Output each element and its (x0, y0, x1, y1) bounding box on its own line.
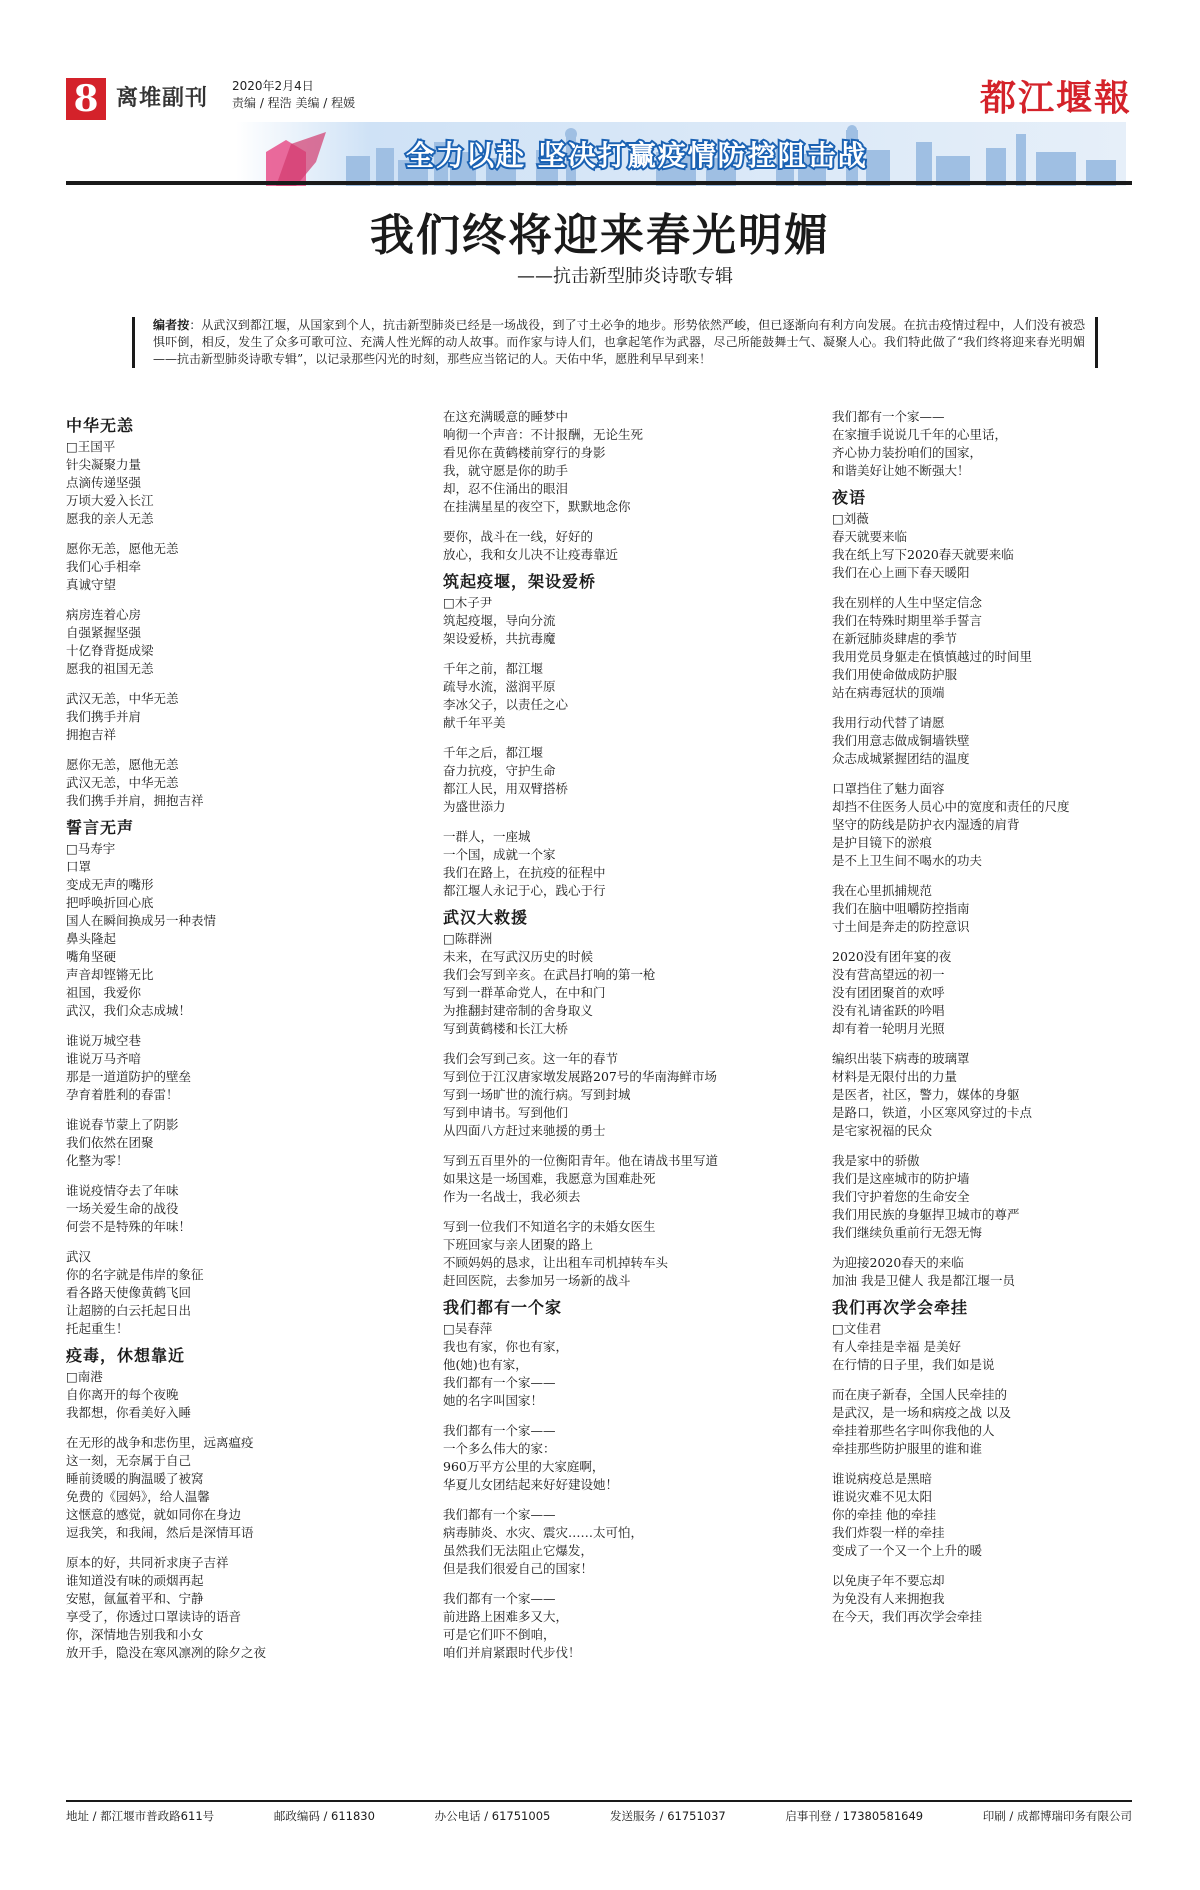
poem-stanza (443, 528, 783, 564)
poem-line: 加油 我是卫健人 我是都江堰一员 (832, 1273, 1015, 1288)
poem-line: 在行情的日子里，我们如是说 (832, 1357, 995, 1372)
issue-meta (232, 78, 355, 112)
poem-line: 谁知道没有味的顽烟再起 (66, 1573, 204, 1588)
poem-stanza (443, 948, 783, 1038)
poem-stanza (66, 456, 396, 528)
poem-line: 孕育着胜利的春雷！ (66, 1087, 179, 1102)
poem-line: 下班回家与亲人团聚的路上 (443, 1237, 594, 1252)
poem-line: 点滴传递坚强 (66, 475, 142, 490)
header-divider (66, 181, 1132, 185)
poem-line: 疏导水流，滋润平原 (443, 679, 556, 694)
poem-line: 口罩 (66, 859, 92, 874)
poem-line: 写到一位我们不知道名字的未婚女医生 (443, 1219, 656, 1234)
poem-line: 你，深情地告别我和小女 (66, 1627, 204, 1642)
footer-distribution: 发送服务 / 61751037 (610, 1809, 726, 1823)
poem-line: 我们守护着您的生命安全 (832, 1189, 970, 1204)
poem-stanza (832, 528, 1132, 582)
poem-line: 献千年平美 (443, 715, 506, 730)
poem-line: 我们继续负重前行无怨无悔 (832, 1225, 983, 1240)
poem-line: 我们会写到辛亥。在武昌打响的第一枪 (443, 967, 656, 982)
poem-stanza (832, 1386, 1132, 1458)
poem-line: 谁说灾难不见太阳 (832, 1489, 933, 1504)
poem-line: 化整为零！ (66, 1153, 129, 1168)
poem-stanza (66, 858, 396, 1020)
poem-stanza (832, 1572, 1132, 1626)
poem-line: 我，就守愿是你的助手 (443, 463, 569, 478)
poem-line: 在这充满暖意的睡梦中 (443, 409, 569, 424)
poem-line: 睡前烫暖的胸温暖了被窝 (66, 1471, 204, 1486)
poem-line: 千年之后，都江堰 (443, 745, 544, 760)
poem-line: 我们都有一个家—— (443, 1591, 556, 1606)
poem-stanza (832, 882, 1132, 936)
poem-line: 谁说万城空巷 (66, 1033, 142, 1048)
poem-line: 却挡不住医务人员心中的宽度和责任的尺度 (832, 799, 1070, 814)
poem-line: 我们依然在团聚 (66, 1135, 154, 1150)
poem-stanza (443, 1422, 783, 1494)
poem-line: 这惬意的感觉，就如同你在身边 (66, 1507, 242, 1522)
poem-line: 牵挂着那些名字叫你我他的人 (832, 1423, 995, 1438)
poem-line: 我是家中的骄傲 (832, 1153, 920, 1168)
page-subtitle: ——抗击新型肺炎诗歌专辑 (517, 266, 733, 287)
poem-line: 何尝不是特殊的年味！ (66, 1219, 192, 1234)
poem-line: 为盛世添力 (443, 799, 506, 814)
poem-line: 病毒肺炎、水灾、震灾……太可怕， (443, 1525, 644, 1540)
poem-line: 前进路上困难多又大， (443, 1609, 569, 1624)
poem-line: 我们用意志做成铜墙铁壁 (832, 733, 970, 748)
poem-line: 千年之前，都江堰 (443, 661, 544, 676)
poem-line: 是武汉，是一场和病疫之战 以及 (832, 1405, 1011, 1420)
poem-line: 谁说万马齐喑 (66, 1051, 142, 1066)
poem-line: 鼻头隆起 (66, 931, 117, 946)
poem-line: 齐心协力装扮咱们的国家， (832, 445, 983, 460)
poem-line: 把呼唤折回心底 (66, 895, 154, 910)
poem-line: 筑起疫堰，导向分流 (443, 613, 556, 628)
poem-title: 中华无恙 (66, 416, 135, 435)
poem-line: 我们都有一个家—— (832, 409, 945, 424)
poem-line: 春天就要来临 (832, 529, 908, 544)
footer-postcode: 邮政编码 / 611830 (273, 1809, 375, 1823)
poem-author: □刘薇 (832, 511, 869, 526)
poem-line: 谁说疫情夺去了年味 (66, 1183, 179, 1198)
poem-author: □马寿宇 (66, 841, 116, 856)
poem-line: 我在纸上写下2020春天就要来临 (832, 547, 1014, 562)
poem-line: 托起重生！ (66, 1321, 129, 1336)
poem-stanza (66, 690, 396, 744)
poem-line: 写到位于江汉唐家墩发展路207号的华南海鲜市场 (443, 1069, 717, 1084)
poem-line: 万顷大爱入长江 (66, 493, 154, 508)
poem-line: 我们都有一个家—— (443, 1507, 556, 1522)
poem-line: 但是我们很爱自己的国家！ (443, 1561, 594, 1576)
poem-stanza (832, 1470, 1132, 1560)
poem-stanza (66, 1248, 396, 1338)
poem-line: 坚守的防线是防护衣内湿透的肩背 (832, 817, 1020, 832)
poem-line: 我们在脑中咀嚼防控指南 (832, 901, 970, 916)
poem-title: 誓言无声 (66, 818, 135, 837)
poem-line: 国人在瞬间换成另一种表情 (66, 913, 217, 928)
poem-title: 疫毒，休想靠近 (66, 1346, 186, 1365)
poem-line: 我们携手并肩，拥抱吉祥 (66, 793, 204, 808)
poem-line: 写到申请书。写到他们 (443, 1105, 569, 1120)
poem-line: 变成无声的嘴形 (66, 877, 154, 892)
poem-column-2 (443, 408, 783, 1662)
poem-line: 免费的《园妈》，给人温馨 (66, 1489, 210, 1504)
poem-title: 筑起疫堰，架设爱桥 (443, 572, 597, 591)
poem-line: 十亿脊背挺成梁 (66, 643, 154, 658)
poem-line: 自你离开的每个夜晚 (66, 1387, 179, 1402)
poem-stanza (832, 780, 1132, 870)
poem-line: 却有着一轮明月光照 (832, 1021, 945, 1036)
poem-line: 我们用民族的身躯捍卫城市的尊严 (832, 1207, 1020, 1222)
poem-line: 从四面八方赶过来驰援的勇士 (443, 1123, 606, 1138)
poem-author: □吴春萍 (443, 1321, 493, 1336)
poem-line: 我们都有一个家—— (443, 1423, 556, 1438)
poem-stanza (443, 408, 783, 516)
poem-line: 没有团团聚首的欢呼 (832, 985, 945, 1000)
poem-line: 你的牵挂 他的牵挂 (832, 1507, 936, 1522)
poem-line: 赶回医院，去参加另一场新的战斗 (443, 1273, 631, 1288)
poem-line: 让超膀的白云托起日出 (66, 1303, 192, 1318)
poem-line: 放心，我和女儿决不让疫毒靠近 (443, 547, 619, 562)
poem-line: 愿我的祖国无恙 (66, 661, 154, 676)
poem-title: 我们再次学会牵挂 (832, 1298, 969, 1317)
poem-column-3 (832, 408, 1132, 1626)
poem-stanza (443, 828, 783, 900)
poem-line: 逗我笑，和我闹，然后是深情耳语 (66, 1525, 254, 1540)
poem-line: 李冰父子，以责任之心 (443, 697, 569, 712)
poem-stanza (66, 756, 396, 810)
poem-line: 是护目镜下的淤痕 (832, 835, 933, 850)
poem-line: 病房连着心房 (66, 607, 142, 622)
poem-line: 是路口，铁道，小区寒风穿过的卡点 (832, 1105, 1033, 1120)
poem-line: 牵挂那些防护服里的谁和谁 (832, 1441, 983, 1456)
poem-stanza (66, 1182, 396, 1236)
poem-line: 自强紧握坚强 (66, 625, 142, 640)
poem-line: 这一刻，无奈属于自己 (66, 1453, 192, 1468)
poem-stanza (443, 1506, 783, 1578)
poem-line: 口罩挡住了魅力面容 (832, 781, 945, 796)
poem-line: 一场关爱生命的战役 (66, 1201, 179, 1216)
poem-line: 她的名字叫国家！ (443, 1393, 544, 1408)
poem-line: 有人牵挂是幸福 是美好 (832, 1339, 961, 1354)
poem-line: 和谐美好让她不断强大！ (832, 463, 970, 478)
poem-line: 我们都有一个家—— (443, 1375, 556, 1390)
poem-stanza (66, 1386, 396, 1422)
poem-line: 2020没有团年宴的夜 (832, 949, 952, 964)
poem-line: 响彻一个声音：不计报酬，无论生死 (443, 427, 644, 442)
poem-line: 不顾妈妈的恳求，让出租车司机掉转车头 (443, 1255, 669, 1270)
poem-line: 愿我的亲人无恙 (66, 511, 154, 526)
poem-line: 为免没有人来拥抱我 (832, 1591, 945, 1606)
poem-stanza (443, 612, 783, 648)
poem-line: 为推翻封建帝制的舍身取义 (443, 1003, 594, 1018)
footer-office-phone: 办公电话 / 61751005 (434, 1809, 551, 1823)
poem-line: 如果这是一场国难，我愿意为国难赴死 (443, 1171, 656, 1186)
poem-stanza (66, 606, 396, 678)
poem-line: 是不上卫生间不喝水的功夫 (832, 853, 983, 868)
banner-slogan: 全力以赴 坚决打赢疫情防控阻击战 (406, 139, 868, 172)
page-title: 我们终将迎来春光明媚 (370, 210, 830, 261)
poem-stanza (832, 1152, 1132, 1242)
poem-line: 武汉 (66, 1249, 92, 1264)
poem-title: 武汉大救援 (443, 908, 529, 927)
poem-line: 针尖凝聚力量 (66, 457, 142, 472)
poem-line: 写到五百里外的一位衡阳青年。他在请战书里写道 (443, 1153, 719, 1168)
poem-line: 是宅家祝福的民众 (832, 1123, 933, 1138)
poem-stanza (832, 594, 1132, 702)
poem-line: 都江人民，用双臂搭桥 (443, 781, 569, 796)
poem-line: 奋力抗疫，守护生命 (443, 763, 556, 778)
poem-stanza (443, 1152, 783, 1206)
poem-line: 架设爱桥，共抗毒魔 (443, 631, 556, 646)
poem-stanza (66, 1554, 396, 1662)
poem-stanza (66, 1032, 396, 1104)
poem-line: 没有营高望远的初一 (832, 967, 945, 982)
poem-stanza (832, 1254, 1132, 1290)
poem-stanza (66, 1116, 396, 1170)
poem-stanza (66, 540, 396, 594)
poem-line: 谁说春节蒙上了阴影 (66, 1117, 179, 1132)
poem-line: 我们在心上画下春天暖阳 (832, 565, 970, 580)
newspaper-logo: 都江堰報 (979, 77, 1132, 119)
poem-line: 我用行动代替了请愿 (832, 715, 945, 730)
poem-line: 武汉，我们众志成城！ (66, 1003, 192, 1018)
footer-printer: 印刷 / 成都博瑞印务有限公司 (982, 1809, 1132, 1823)
poem-line: 在无形的战争和悲伤里，远离瘟疫 (66, 1435, 254, 1450)
poem-line: 我们会写到己亥。这一年的春节 (443, 1051, 619, 1066)
poem-line: 一个多么伟大的家： (443, 1441, 556, 1456)
poem-line: 我用党员身躯走在慎慎越过的时间里 (832, 649, 1033, 664)
poem-stanza (832, 1050, 1132, 1140)
poem-line: 以免庚子年不要忘却 (832, 1573, 945, 1588)
section-name: 离堆副刊 (116, 86, 209, 111)
poem-line: 那是一道道防护的壁垒 (66, 1069, 192, 1084)
poem-line: 嘴角坚硬 (66, 949, 117, 964)
poem-stanza (443, 1590, 783, 1662)
poem-line: 可是它们吓不倒咱， (443, 1627, 556, 1642)
poem-line: 作为一名战士，我必须去 (443, 1189, 581, 1204)
poem-line: 我都想，你看美好入睡 (66, 1405, 192, 1420)
editor-note (132, 317, 1098, 368)
editor-note-text: ：从武汉到都江堰，从国家到个人，抗击新型肺炎已经是一场战役，到了寸土必争的地步。形势依然严峻，但已逐渐向有利方向发展。在抗击疫情过程中，人们没有被恐惧吓倒，相反，发生了众多可歌可泣、充满人性光辉的动人故事。而作家与诗人们，也拿起笔作为武器，尽己所能鼓舞士气、凝聚人心。我们特此做了“我们终将迎来春光明媚——抗击新型肺炎诗歌专辑”，以记录那些闪光的时刻，那些应当铭记的人。天佑中华，愿胜利早早到来！ (153, 318, 1085, 366)
poem-author: □南港 (66, 1369, 103, 1384)
poem-stanza (443, 1218, 783, 1290)
poem-line: 武汉无恙，中华无恙 (66, 775, 179, 790)
page-footer (66, 1800, 1132, 1824)
poem-stanza (832, 948, 1132, 1038)
poem-line: 要你，战斗在一线，好好的 (443, 529, 594, 544)
poem-line: 写到一群革命党人，在中和门 (443, 985, 606, 1000)
poem-line: 他(她)也有家， (443, 1357, 528, 1372)
poem-column-1 (66, 408, 396, 1662)
poem-line: 谁说病疫总是黑暗 (832, 1471, 933, 1486)
poem-stanza (832, 1338, 1132, 1374)
poem-stanza (66, 1434, 396, 1542)
poem-line: 寸土间是奔走的防控意识 (832, 919, 970, 934)
poem-line: 我们心手相牵 (66, 559, 142, 574)
footer-ads: 启事刊登 / 17380581649 (785, 1809, 924, 1823)
poem-line: 未来，在写武汉历史的时候 (443, 949, 594, 964)
poem-line: 愿你无恙，愿他无恙 (66, 757, 179, 772)
poem-author: □文佳君 (832, 1321, 882, 1336)
poem-stanza (832, 408, 1132, 480)
poem-line: 在今天，我们再次学会牵挂 (832, 1609, 983, 1624)
poem-line: 祖国，我爱你 (66, 985, 142, 1000)
poem-author: □陈群洲 (443, 931, 493, 946)
poem-line: 而在庚子新春，全国人民牵挂的 (832, 1387, 1008, 1402)
poem-line: 960万平方公里的大家庭啊， (443, 1459, 605, 1474)
poem-line: 一群人，一座城 (443, 829, 531, 844)
poem-line: 都江堰人永记于心，践心于行 (443, 883, 606, 898)
poem-line: 咱们并肩紧跟时代步伐！ (443, 1645, 581, 1660)
poem-title: 夜语 (832, 488, 867, 507)
poem-line: 在挂满星星的夜空下，默默地念你 (443, 499, 631, 514)
poem-line: 看见你在黄鹤楼前穿行的身影 (443, 445, 606, 460)
poem-stanza (443, 660, 783, 732)
poem-line: 华夏儿女团结起来好好建设她！ (443, 1477, 619, 1492)
poem-line: 是医者，社区，警力，媒体的身躯 (832, 1087, 1020, 1102)
poem-line: 写到一场旷世的流行病。写到封城 (443, 1087, 631, 1102)
poem-line: 众志成城紧握团结的温度 (832, 751, 970, 766)
poem-line: 我们炸裂一样的牵挂 (832, 1525, 945, 1540)
poem-line: 一个国，成就一个家 (443, 847, 556, 862)
poem-line: 在新冠肺炎肆虐的季节 (832, 631, 958, 646)
poem-line: 材料是无限付出的力量 (832, 1069, 958, 1084)
issue-date: 2020年2月4日 (232, 79, 314, 93)
poem-author: □木子尹 (443, 595, 493, 610)
slogan-banner (236, 122, 1126, 186)
poem-line: 为迎接2020春天的来临 (832, 1255, 964, 1270)
editors-credit: 责编 / 程浩 美编 / 程媛 (232, 96, 356, 110)
poem-line: 原本的好，共同祈求庚子吉祥 (66, 1555, 229, 1570)
poem-line: 真诚守望 (66, 577, 117, 592)
poem-line: 虽然我们无法阻止它爆发， (443, 1543, 594, 1558)
poem-line: 声音却铿锵无比 (66, 967, 154, 982)
poem-line: 拥抱吉祥 (66, 727, 117, 742)
poem-line: 我们携手并肩 (66, 709, 142, 724)
poem-line: 我也有家，你也有家， (443, 1339, 569, 1354)
poem-stanza (832, 714, 1132, 768)
poem-line: 编织出装下病毒的玻璃罩 (832, 1051, 970, 1066)
poem-line: 享受了，你透过口罩读诗的语音 (66, 1609, 242, 1624)
poem-line: 我们是这座城市的防护墙 (832, 1171, 970, 1186)
poem-line: 安慰，氤氲着平和、宁静 (66, 1591, 204, 1606)
poem-line: 你的名字就是伟岸的象征 (66, 1267, 204, 1282)
poem-line: 在家擅手说说几千年的心里话， (832, 427, 1008, 442)
poem-line: 我们在特殊时期里举手誓言 (832, 613, 983, 628)
poem-line: 写到黄鹤楼和长江大桥 (443, 1021, 569, 1036)
poem-line: 却，忍不住涌出的眼泪 (443, 481, 569, 496)
poem-line: 放开手，隐没在寒风凛冽的除夕之夜 (66, 1645, 267, 1660)
poem-line: 武汉无恙，中华无恙 (66, 691, 179, 706)
poem-line: 我在心里抓捕规范 (832, 883, 933, 898)
poem-line: 站在病毒冠状的顶端 (832, 685, 945, 700)
page-number: 8 (66, 78, 106, 120)
editor-note-label: 编者按 (153, 318, 190, 332)
poem-stanza (443, 1050, 783, 1140)
poem-line: 我们用使命做成防护服 (832, 667, 958, 682)
poem-line: 我在别样的人生中坚定信念 (832, 595, 983, 610)
poem-line: 没有礼请雀跃的吟唱 (832, 1003, 945, 1018)
poem-title: 我们都有一个家 (443, 1298, 563, 1317)
poem-stanza (443, 1338, 783, 1410)
poem-line: 看各路天使像黄鹤飞回 (66, 1285, 192, 1300)
poem-line: 我们在路上，在抗疫的征程中 (443, 865, 606, 880)
poem-line: 变成了一个又一个上升的暖 (832, 1543, 983, 1558)
poem-line: 愿你无恙，愿他无恙 (66, 541, 179, 556)
footer-address: 地址 / 都江堰市普政路611号 (66, 1809, 215, 1823)
poem-author: □王国平 (66, 439, 116, 454)
masthead (66, 70, 1132, 185)
poem-stanza (443, 744, 783, 816)
